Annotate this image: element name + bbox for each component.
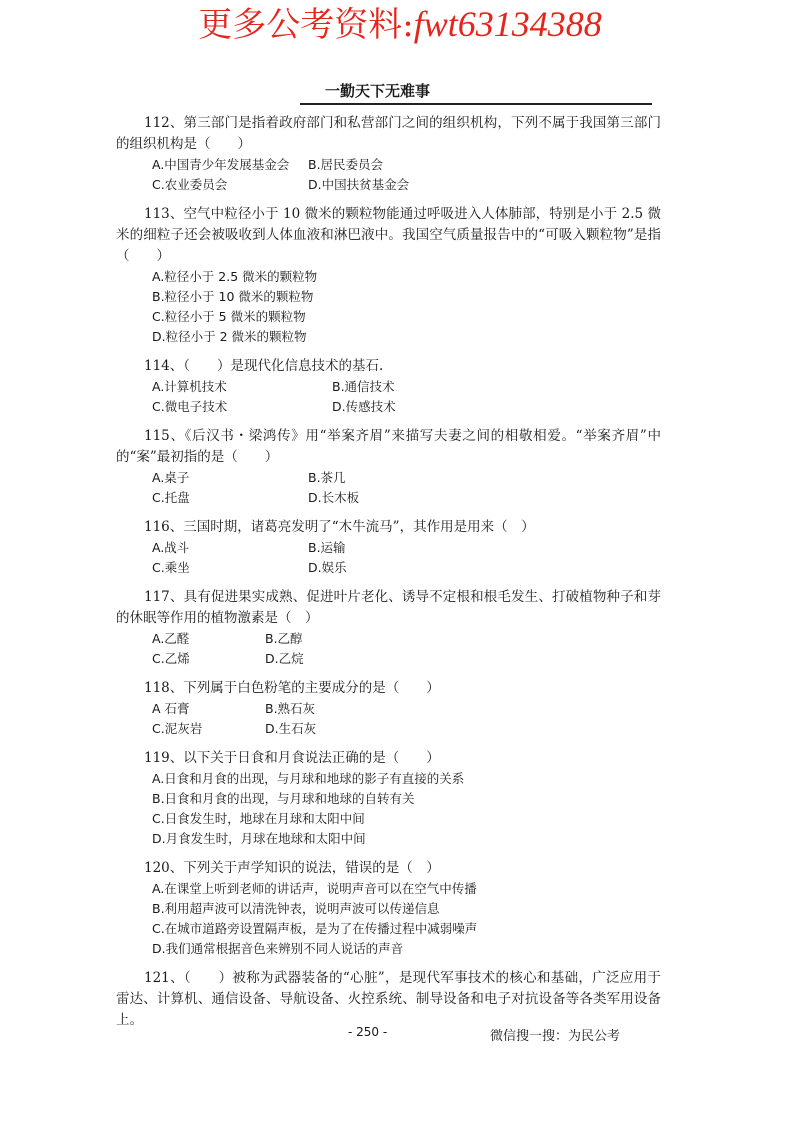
options-grid	[116, 468, 661, 508]
promo-banner	[0, 2, 800, 47]
option-d: D.我们通常根据音色来辨别不同人说话的声音	[152, 941, 404, 956]
question-114	[116, 356, 661, 417]
option-c: C.托盘	[152, 490, 190, 505]
option-a: A 石膏	[152, 701, 190, 716]
option-d: D.娱乐	[308, 560, 347, 575]
option-b: B.茶几	[308, 470, 346, 485]
option-d: D.中国扶贫基金会	[308, 177, 410, 192]
option-d: D.传感技术	[332, 399, 396, 414]
options-grid	[116, 538, 661, 578]
options-grid	[116, 699, 661, 739]
option-c: C.乘坐	[152, 560, 190, 575]
question-stem: 113、空气中粒径小于 10 微米的颗粒物能通过呼吸进入人体肺部，特别是小于 2.5 微米的细粒子还会被吸收到人体血液和淋巴液中。我国空气质量报告中的“可吸入颗粒物”是指（ ）	[116, 206, 661, 264]
option-a: A.中国青少年发展基金会	[152, 157, 290, 172]
option-c: C.日食发生时，地球在月球和太阳中间	[152, 811, 365, 826]
option-b: B.利用超声波可以清洗钟表，说明声波可以传递信息	[152, 901, 440, 916]
question-stem: 112、第三部门是指着政府部门和私营部门之间的组织机构，下列不属于我国第三部门的组织机构是（ ）	[116, 115, 661, 152]
question-stem: 121、（ ）被称为武器装备的“心脏”，是现代军事技术的核心和基础，广泛应用于雷达、计算机、通信设备、导航设备、火控系统、制导设备和电子对抗设备等各类军用设备上。	[116, 970, 661, 1028]
question-121	[116, 968, 661, 1031]
option-b: B.运输	[308, 540, 346, 555]
options-grid	[116, 769, 661, 849]
options-grid	[116, 629, 661, 669]
option-a: A.日食和月食的出现，与月球和地球的影子有直接的关系	[152, 771, 465, 786]
footer-note: 微信搜一搜：为民公考	[490, 1029, 621, 1044]
banner-prefix: 更多公考资料:	[198, 5, 414, 45]
option-a: A.桌子	[152, 470, 190, 485]
question-120	[116, 858, 661, 959]
option-d: D.月食发生时，月球在地球和太阳中间	[152, 831, 366, 846]
option-b: B.熟石灰	[265, 701, 316, 716]
question-stem: 117、具有促进果实成熟、促进叶片老化、诱导不定根和根毛发生、打破植物种子和芽的休眠等作用的植物激素是（ ）	[116, 589, 661, 626]
option-d: D.乙烷	[265, 651, 304, 666]
question-115	[116, 426, 661, 508]
header-motto: 一勤天下无难事	[324, 82, 430, 100]
option-d: D.生石灰	[265, 721, 317, 736]
banner-url: fwt63134388	[413, 4, 602, 44]
options-grid	[116, 879, 661, 959]
question-stem: 120、下列关于声学知识的说法，错误的是（ ）	[144, 860, 440, 876]
option-b: B.乙醇	[265, 631, 303, 646]
option-d: D.粒径小于 2 微米的颗粒物	[152, 329, 307, 344]
question-list	[116, 113, 661, 1040]
option-a: A.计算机技术	[152, 379, 227, 394]
options-grid	[116, 267, 661, 347]
option-b: B.通信技术	[332, 379, 395, 394]
option-a: A.乙醛	[152, 631, 190, 646]
question-stem: 118、下列属于白色粉笔的主要成分的是（ ）	[144, 680, 440, 696]
question-118	[116, 678, 661, 739]
question-stem: 116、三国时期，诸葛亮发明了“木牛流马”，其作用是用来（ ）	[144, 519, 535, 535]
option-c: C.泥灰岩	[152, 721, 203, 736]
option-c: C.农业委员会	[152, 177, 228, 192]
question-117	[116, 587, 661, 669]
options-grid	[116, 377, 661, 417]
option-a: A.战斗	[152, 540, 190, 555]
option-b: B.日食和月食的出现，与月球和地球的自转有关	[152, 791, 415, 806]
question-stem: 119、以下关于日食和月食说法正确的是（ ）	[144, 750, 440, 766]
question-119	[116, 748, 661, 849]
option-a: A.粒径小于 2.5 微米的颗粒物	[152, 269, 318, 284]
question-stem: 115、《后汉书・梁鸿传》用“举案齐眉”来描写夫妻之间的相敬相爱。“举案齐眉”中的“案”最初指的是（ ）	[116, 428, 661, 465]
option-c: C.粒径小于 5 微米的颗粒物	[152, 309, 306, 324]
header-rule	[300, 103, 652, 105]
question-116	[116, 517, 661, 578]
options-grid	[116, 155, 661, 195]
option-a: A.在课堂上听到老师的讲话声，说明声音可以在空气中传播	[152, 881, 477, 896]
question-112	[116, 113, 661, 195]
page-number: - 250 -	[348, 1025, 388, 1039]
question-stem: 114、（ ）是现代化信息技术的基石.	[144, 358, 384, 374]
option-b: B.居民委员会	[308, 157, 384, 172]
question-113	[116, 204, 661, 347]
option-c: C.微电子技术	[152, 399, 228, 414]
option-c: C.在城市道路旁设置隔声板，是为了在传播过程中减弱噪声	[152, 921, 478, 936]
option-b: B.粒径小于 10 微米的颗粒物	[152, 289, 314, 304]
option-d: D.长木板	[308, 490, 360, 505]
option-c: C.乙烯	[152, 651, 190, 666]
